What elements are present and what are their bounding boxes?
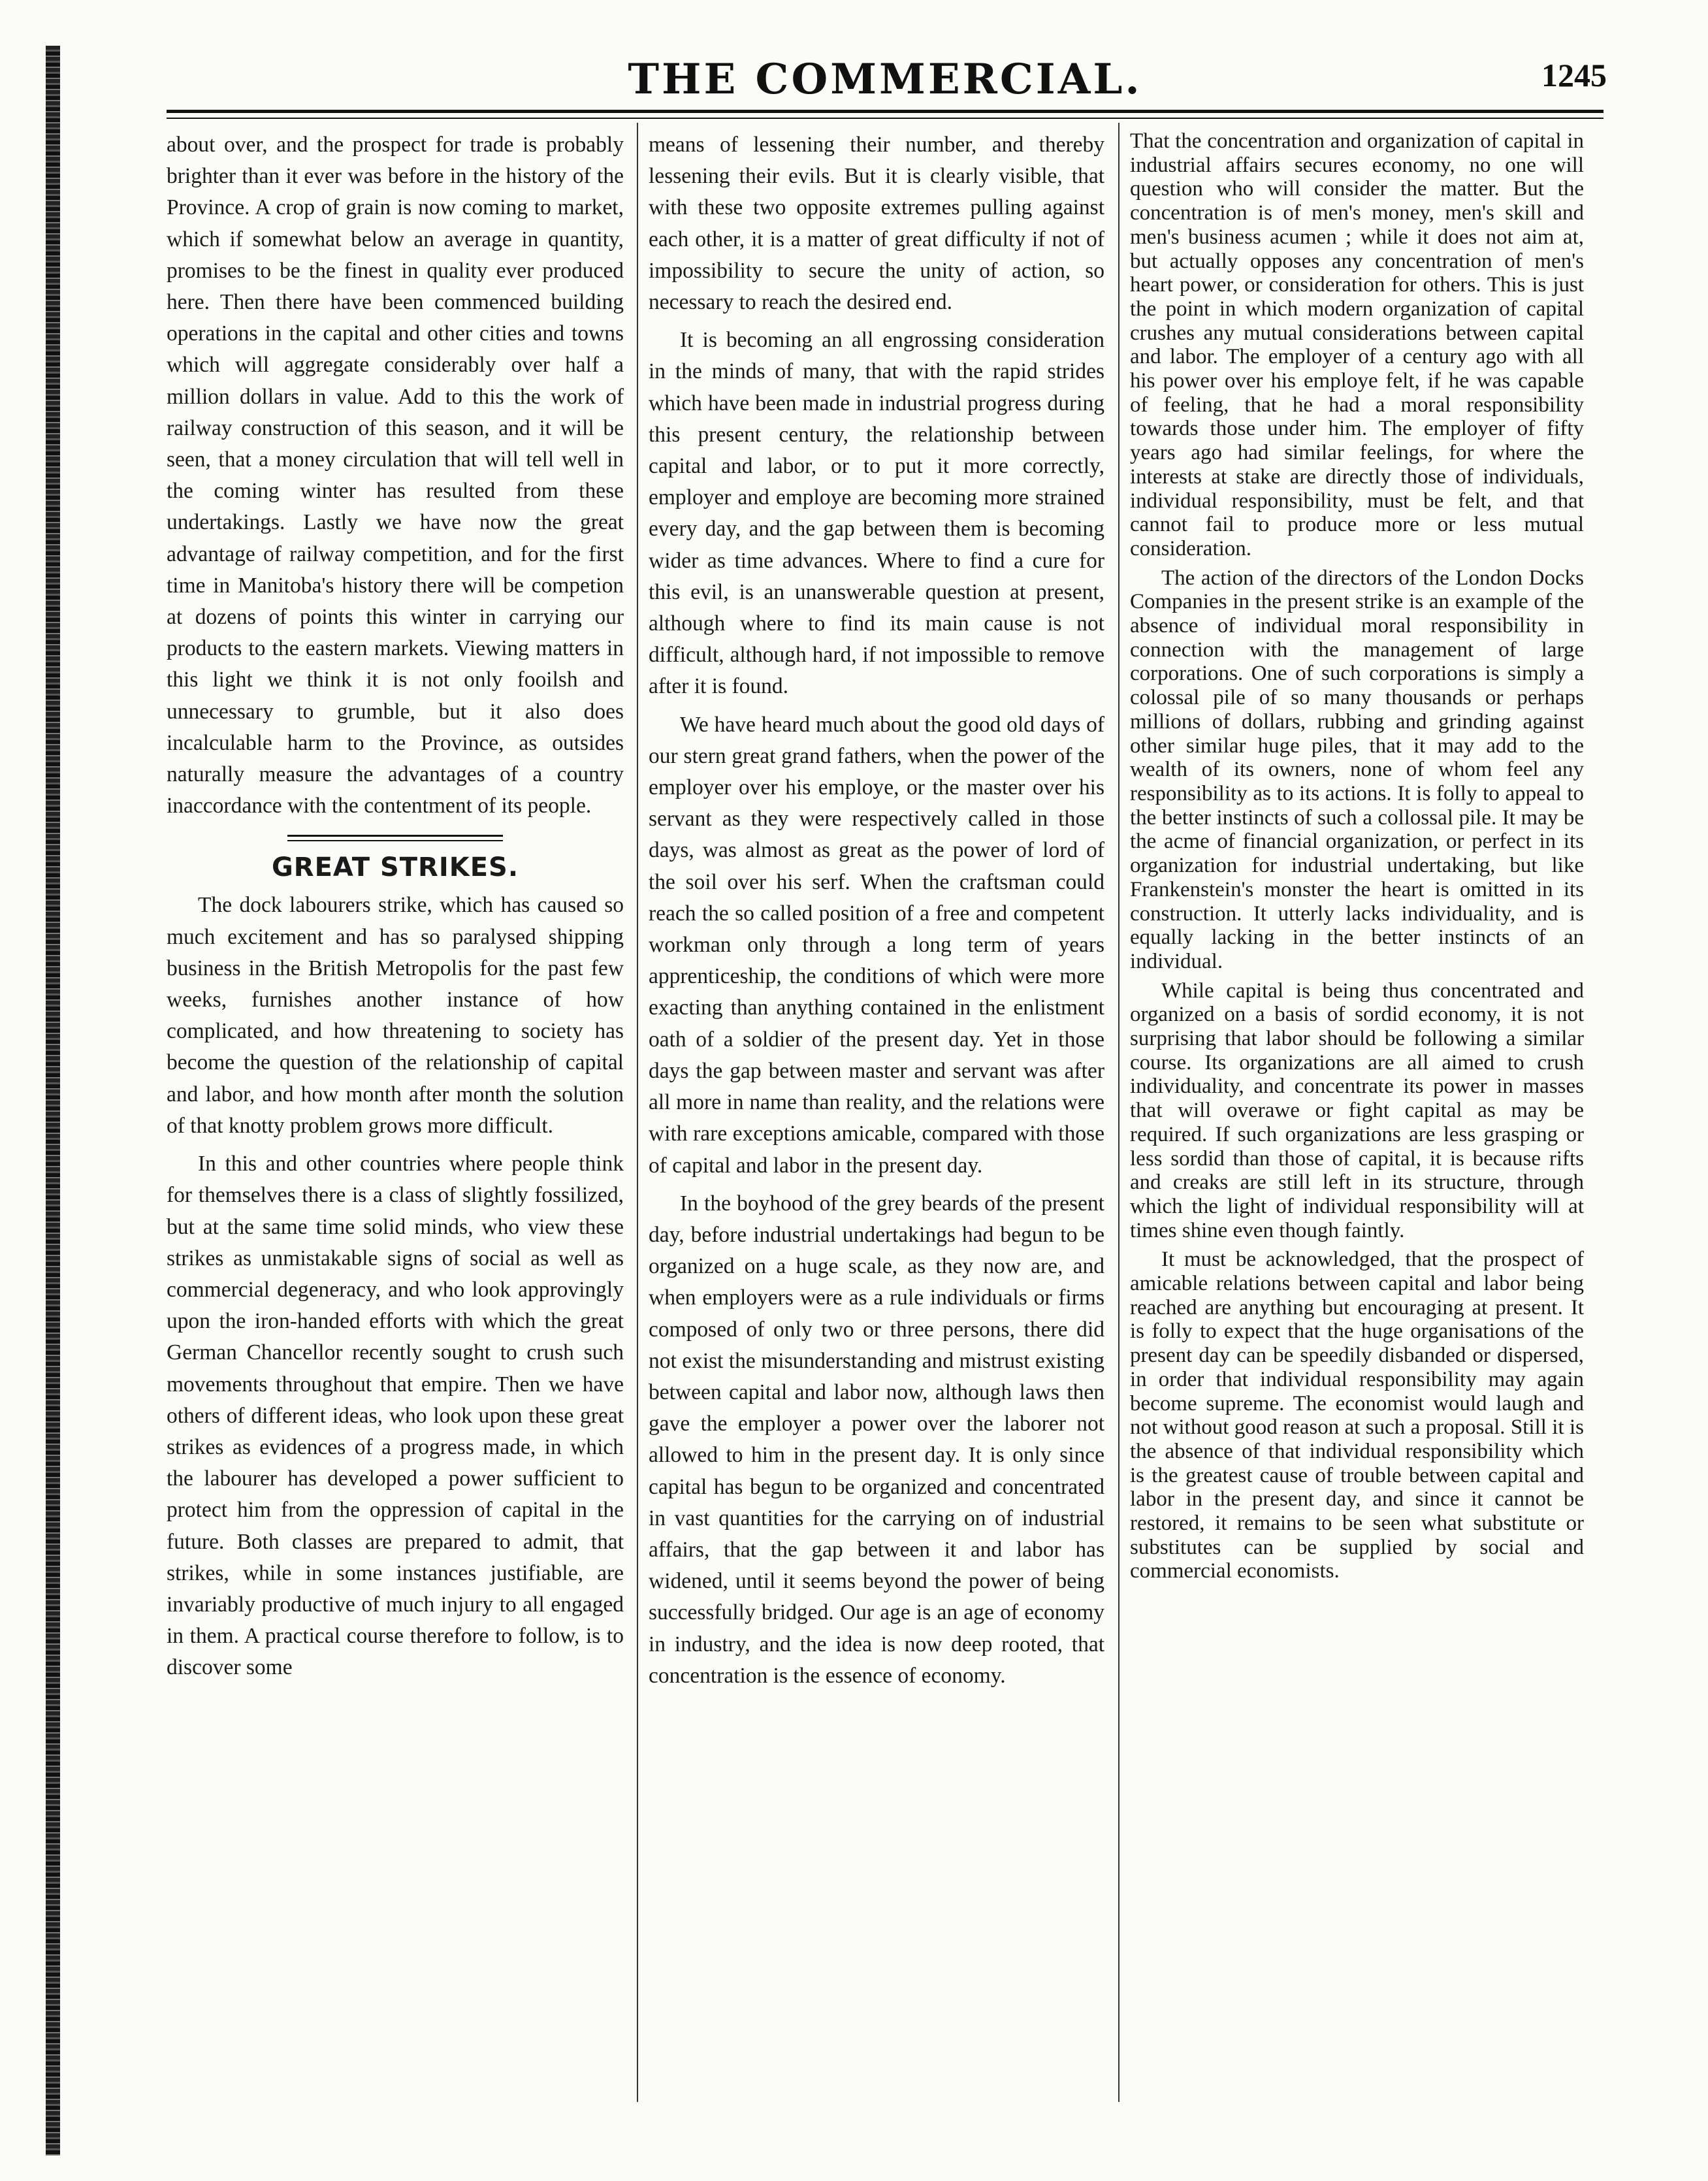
paragraph: We have heard much about the good old days of our stern great grand fathers, when the power of the employer over his employe, or the master over his servant as they were respectively called in those days, was almost as great as the power of lord of the soil over his serf. When the craftsman could reach the so called position of a free and competent workman only through a long term of years apprenticeship, the conditions of which were more exacting than anything contained in the enlistment oath of a soldier of the present day. Yet in those days the gap between master and servant was after all more in name than reality, and the relations were with rare exceptions amicable, compared with those of capital and labor in the present day. xyxy=(649,712,1104,1178)
journal-title: THE COMMERCIAL. xyxy=(628,55,1142,104)
paragraph: about over, and the prospect for trade is probably brighter than it ever was before in the history of the Province. A crop of grain is now coming to market, which if somewhat below an average in quantity, promises to be the finest in quality ever produced here. Then there have been commenced building operations in the capital and other cities and towns which will aggregate considerably over half a million dollars in value. Add to this the work of railway construction of this season, and it will be seen, that a money circulation that will tell well in the coming winter has resulted from these undertakings. Lastly we have now the great advantage of railway competition, and for the first time in Manitoba's history there will be competion at dozens of points this winter in carrying our products to the eastern markets. Viewing matters in this light we think it is not only fooilsh and unnecessary to grumble, but it also does incalculable harm to the Province, as outsides naturally measure the advantages of a country inaccordance with the contentment of its people. xyxy=(167,133,624,818)
column-3 xyxy=(1130,129,1584,1583)
column-divider-2 xyxy=(1118,123,1120,2102)
header-rule-thin xyxy=(167,118,1603,119)
article-heading: GREAT STRIKES. xyxy=(271,852,519,883)
page-number: 1245 xyxy=(1541,57,1607,93)
page-binding-edge xyxy=(46,46,60,2156)
paragraph: It must be acknowledged, that the prospect of amicable relations between capital and labor being reached are anything but encouraging at present. It is folly to expect that the huge organisations of the present day can be speedily disbanded or dispersed, in order that individual responsibility may again become supreme. The economist would laugh and not without good reason at such a proposal. Still it is the absence of that individual responsibility which is the greatest cause of trouble between capital and labor in the present day, and since it cannot be restored, it remains to be seen what substitute or substitutes can be supplied by social and commercial economists. xyxy=(1130,1248,1584,1583)
paragraph: The action of the directors of the London Docks Companies in the present strike is an example of the absence of individual moral responsibility in connection with the management of large corporations. One of such corporations is simply a colossal pile of so many thousands or perhaps millions of dollars, rubbing and grinding against other similar huge piles, that it may add to the wealth of its owners, none of whom feel any responsibility as to its actions. It is folly to appeal to the better instincts of such a collossal pile. It may be the acme of financial organization, or perfect in its organization for industrial undertaking, but like Frankenstein's monster the heart is omitted in its construction. It utterly lacks individuality, and is equally lacking in the better instincts of an individual. xyxy=(1130,566,1584,973)
paragraph: While capital is being thus concentrated and organized on a basis of sordid economy, it is not surprising that labor should be following a similar course. Its organizations are all aimed to crush individuality, and concentrate its power in masses that will overawe or fight capital as may be required. If such organizations are less grasping or less sordid than those of capital, it is because rifts and creaks are still left in its structure, through which the light of individual responsibility will at times shine even though faintly. xyxy=(1130,978,1584,1242)
article-divider xyxy=(287,835,503,841)
paragraph: That the concentration and organization of capital in industrial affairs secures economy, no one will question who will consider the matter. But the concentration is of men's money, men's skill and men's business acumen ; while it does not aim at, but actually opposes any concentration of men's heart power, or consideration for others. This is just the point in which modern organization of capital crushes any mutual considerations between capital and labor. The employer of a century ago with all his power over his employe felt, if he was capable of feeling, that he had a moral responsibility towards those under him. The employer of fifty years ago had similar feelings, for where the interests at stake are directly those of individuals, individual responsibility, must be felt, and that cannot fail to produce more or less mutual consideration. xyxy=(1130,129,1584,560)
header-rule xyxy=(167,110,1603,113)
paragraph: In this and other countries where people think for themselves there is a class of slightly fossilized, but at the same time solid minds, who view these strikes as unmistakable signs of social as well as commercial degeneracy, and who look approvingly upon the iron-handed efforts with which the great German Chancellor recently sought to crush such movements throughout that empire. Then we have others of different ideas, who look upon these great strikes as evidences of a progress made, in which the labourer has developed a power sufficient to protect him from the oppression of capital in the future. Both classes are prepared to admit, that strikes, while in some instances justifiable, are invariably productive of much injury to all engaged in them. A practical course therefore to follow, is to discover some xyxy=(167,1152,624,1680)
paragraph: It is becoming an all engrossing consideration in the minds of many, that with the rapid strides which have been made in industrial progress during this present century, the relationship between capital and labor, or to put it more correctly, employer and employe are becoming more strained every day, and the gap between them is becoming wider as time advances. Where to find a cure for this evil, is an unanswerable question at present, although where to find its main cause is not difficult, although hard, if not impossible to remove after it is found. xyxy=(649,328,1104,699)
paragraph: In the boyhood of the grey beards of the present day, before industrial undertakings had begun to be organized on a huge scale, as they now are, and when employers were as a rule individuals or firms composed of only two or three persons, there did not exist the misunderstanding and mistrust existing between capital and labor now, although laws then gave the employer a power over the laborer not allowed to him in the present day. It is only since capital has begun to be organized and concentrated in vast quantities for the carrying on of industrial affairs, that the gap between it and labor has widened, until it seems beyond the power of being successfully bridged. Our age is an age of economy in industry, and the idea is now deep rooted, that concentration is the essence of economy. xyxy=(649,1191,1104,1688)
column-1 xyxy=(167,129,624,1684)
paragraph: means of lessening their number, and thereby lessening their evils. But it is clearly visible, that with these two opposite extremes pulling against each other, it is a matter of great difficulty if not of impossibility to secure the unity of action, so necessary to reach the desired end. xyxy=(649,133,1104,315)
masthead xyxy=(163,51,1607,116)
paragraph: The dock labourers strike, which has caused so much excitement and has so paralysed shipping business in the British Metropolis for the past few weeks, furnishes another instance of how complicated, and how threatening to society has become the question of the relationship of capital and labor, and how month after month the solution of that knotty problem grows more difficult. xyxy=(167,893,624,1138)
column-2 xyxy=(649,129,1104,1692)
column-divider-1 xyxy=(637,123,638,2102)
